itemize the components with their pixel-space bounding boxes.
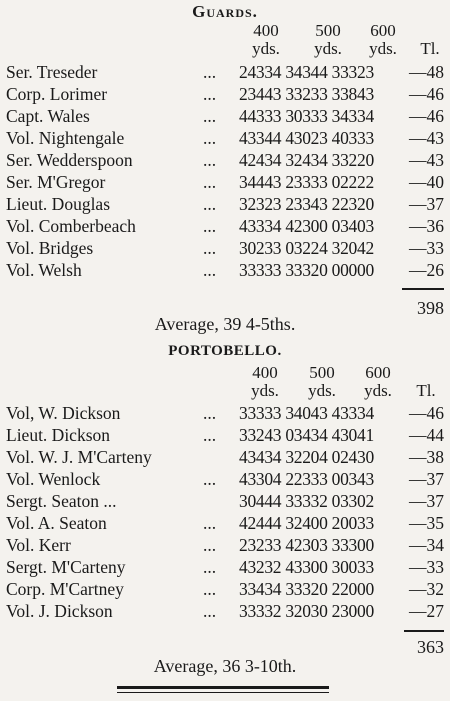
header-range-600: 600 yds. bbox=[369, 21, 397, 58]
score-digits: 43232 43300 30033 bbox=[239, 557, 374, 577]
leader-dots: ... bbox=[203, 535, 217, 555]
competitor-name: Vol. Nightengale bbox=[6, 128, 125, 148]
score-digits: 42444 32400 20033 bbox=[239, 513, 374, 533]
competitor-name: Ser. Wedderspoon bbox=[6, 150, 133, 170]
row-total: —38 bbox=[409, 447, 444, 467]
competitor-name: Vol. J. Dickson bbox=[6, 601, 113, 621]
table-row bbox=[0, 194, 450, 216]
leader-dots: ... bbox=[203, 128, 217, 148]
row-total: —46 bbox=[409, 106, 444, 126]
leader-dots: ... bbox=[203, 216, 217, 236]
competitor-name: Vol. W. J. M'Carteny bbox=[6, 447, 152, 467]
table-row bbox=[0, 106, 450, 128]
row-total: —33 bbox=[409, 238, 444, 258]
score-digits: 34443 23333 02222 bbox=[239, 172, 374, 192]
table-row bbox=[0, 425, 450, 447]
competitor-name: Sergt. M'Carteny bbox=[6, 557, 126, 577]
row-total: —37 bbox=[409, 194, 444, 214]
table-row bbox=[0, 403, 450, 425]
competitor-name: Corp. M'Cartney bbox=[6, 579, 124, 599]
leader-dots: ... bbox=[203, 106, 217, 126]
score-digits: 33333 34043 43334 bbox=[239, 403, 374, 423]
header-total: Tl. bbox=[416, 381, 436, 400]
leader-dots: ... bbox=[203, 425, 217, 445]
competitor-name: Sergt. Seaton ... bbox=[6, 491, 117, 511]
leader-dots: ... bbox=[203, 150, 217, 170]
competitor-name: Ser. Treseder bbox=[6, 62, 98, 82]
row-total: —44 bbox=[409, 425, 444, 445]
table-row bbox=[0, 128, 450, 150]
competitor-name: Ser. M'Gregor bbox=[6, 172, 106, 192]
leader-dots: ... bbox=[203, 601, 217, 621]
header-total: Tl. bbox=[420, 39, 440, 58]
leader-dots: ... bbox=[203, 84, 217, 104]
leader-dots: ... bbox=[203, 403, 217, 423]
leader-dots: ... bbox=[203, 513, 217, 533]
section-title-portobello: PORTOBELLO. bbox=[168, 343, 282, 359]
leader-dots: ... bbox=[203, 469, 217, 489]
table-row bbox=[0, 469, 450, 491]
table-row bbox=[0, 579, 450, 601]
score-digits: 42434 32434 33220 bbox=[239, 150, 374, 170]
row-total: —26 bbox=[409, 260, 444, 280]
leader-dots: ... bbox=[203, 260, 217, 280]
row-total: —32 bbox=[409, 579, 444, 599]
sum-rule bbox=[402, 288, 444, 290]
competitor-name: Lieut. Douglas bbox=[6, 194, 111, 214]
competitor-name: Capt. Wales bbox=[6, 106, 90, 126]
header-range-600: 600 yds. bbox=[364, 363, 392, 400]
score-digits: 32323 23343 22320 bbox=[239, 194, 374, 214]
header-range-500: 500 yds. bbox=[314, 21, 342, 58]
closing-rule-thick bbox=[117, 686, 329, 689]
score-digits: 33333 33320 00000 bbox=[239, 260, 374, 280]
score-digits: 43334 42300 03403 bbox=[239, 216, 374, 236]
average-portobello: Average, 36 3-10th. bbox=[153, 656, 297, 676]
competitor-name: Vol, W. Dickson bbox=[6, 403, 121, 423]
competitor-name: Vol. A. Seaton bbox=[6, 513, 107, 533]
leader-dots: ... bbox=[203, 557, 217, 577]
header-range-400: 400 yds. bbox=[251, 363, 279, 400]
score-digits: 43344 43023 40333 bbox=[239, 128, 374, 148]
row-total: —46 bbox=[409, 84, 444, 104]
row-total: —37 bbox=[409, 491, 444, 511]
row-total: —46 bbox=[409, 403, 444, 423]
leader-dots: ... bbox=[203, 194, 217, 214]
score-digits: 43434 32204 02430 bbox=[239, 447, 374, 467]
row-total: —37 bbox=[409, 469, 444, 489]
row-total: —43 bbox=[409, 128, 444, 148]
team-sum-portobello: 363 bbox=[417, 637, 444, 657]
table-row bbox=[0, 172, 450, 194]
row-total: —34 bbox=[409, 535, 444, 555]
competitor-name: Vol. Kerr bbox=[6, 535, 71, 555]
row-total: —27 bbox=[409, 601, 444, 621]
row-total: —35 bbox=[409, 513, 444, 533]
score-digits: 43304 22333 00343 bbox=[239, 469, 374, 489]
score-digits: 23443 33233 33843 bbox=[239, 84, 374, 104]
row-total: —36 bbox=[409, 216, 444, 236]
table-row bbox=[0, 447, 450, 469]
leader-dots: ... bbox=[203, 172, 217, 192]
score-digits: 33243 03434 43041 bbox=[239, 425, 374, 445]
table-row bbox=[0, 260, 450, 282]
closing-rule-thin bbox=[117, 692, 329, 693]
leader-dots: ... bbox=[203, 579, 217, 599]
header-range-500: 500 yds. bbox=[308, 363, 336, 400]
table-row bbox=[0, 238, 450, 260]
table-row bbox=[0, 150, 450, 172]
table-row bbox=[0, 62, 450, 84]
table-row bbox=[0, 216, 450, 238]
competitor-name: Vol. Wenlock bbox=[6, 469, 101, 489]
score-digits: 24334 34344 33323 bbox=[239, 62, 374, 82]
row-total: —48 bbox=[409, 62, 444, 82]
table-row bbox=[0, 513, 450, 535]
competitor-name: Vol. Comberbeach bbox=[6, 216, 136, 236]
table-row bbox=[0, 491, 450, 513]
score-digits: 33434 33320 22000 bbox=[239, 579, 374, 599]
leader-dots: ... bbox=[203, 62, 217, 82]
average-guards: Average, 39 4-5ths. bbox=[154, 314, 296, 334]
competitor-name: Corp. Lorimer bbox=[6, 84, 108, 104]
section-title-guards: Guards. bbox=[192, 2, 258, 21]
score-digits: 44333 30333 34334 bbox=[239, 106, 374, 126]
score-digits: 30444 33332 03302 bbox=[239, 491, 374, 511]
table-row bbox=[0, 557, 450, 579]
competitor-name: Vol. Welsh bbox=[6, 260, 82, 280]
row-total: —43 bbox=[409, 150, 444, 170]
table-row bbox=[0, 601, 450, 623]
table-row bbox=[0, 535, 450, 557]
row-total: —33 bbox=[409, 557, 444, 577]
score-digits: 23233 42303 33300 bbox=[239, 535, 374, 555]
leader-dots: ... bbox=[203, 238, 217, 258]
sum-rule bbox=[404, 630, 444, 632]
table-row bbox=[0, 84, 450, 106]
score-digits: 33332 32030 23000 bbox=[239, 601, 374, 621]
row-total: —40 bbox=[409, 172, 444, 192]
header-range-400: 400 yds. bbox=[252, 21, 280, 58]
competitor-name: Lieut. Dickson bbox=[6, 425, 111, 445]
score-digits: 30233 03224 32042 bbox=[239, 238, 374, 258]
team-sum-guards: 398 bbox=[417, 298, 444, 318]
competitor-name: Vol. Bridges bbox=[6, 238, 94, 258]
